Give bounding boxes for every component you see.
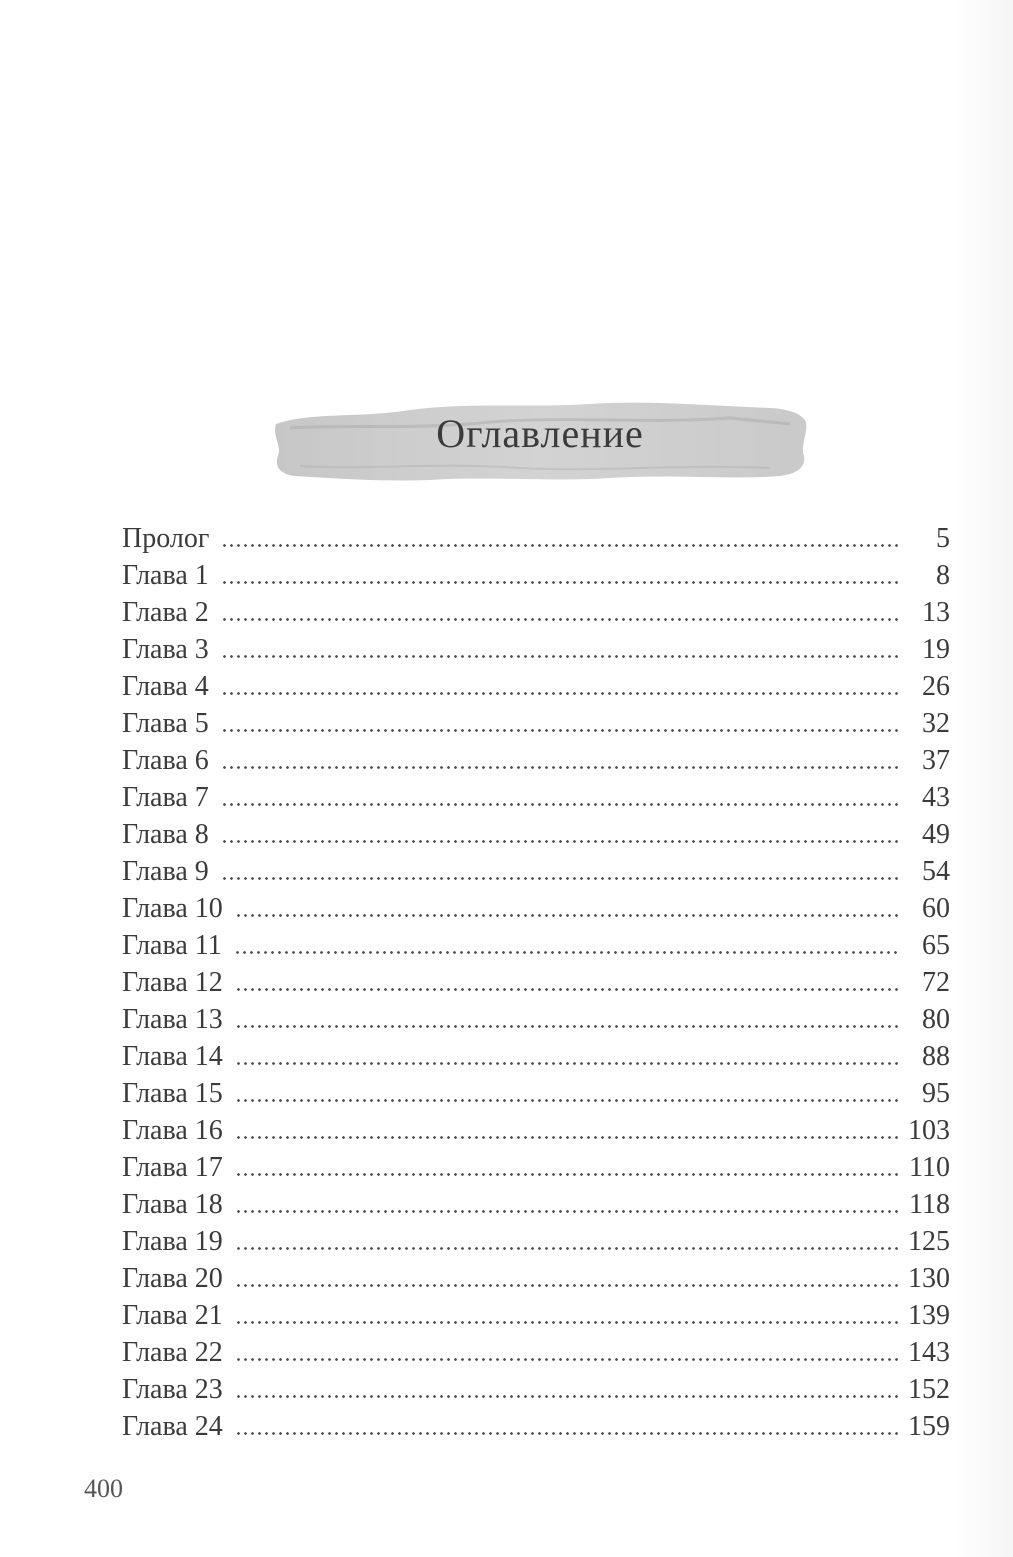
- toc-entry: [122, 705, 950, 742]
- dot-leader: [221, 618, 898, 621]
- toc-entry-label: Пролог: [122, 523, 210, 554]
- toc-entry: [122, 1334, 950, 1371]
- toc-entry-label: Глава 5: [122, 708, 209, 739]
- toc-entry-page: 95: [922, 1078, 950, 1109]
- toc-entry: [122, 1260, 950, 1297]
- dot-leader: [221, 803, 898, 806]
- toc-entry-label: Глава 16: [122, 1115, 223, 1146]
- dot-leader: [221, 766, 898, 769]
- toc-entry-label: Глава 8: [122, 819, 209, 850]
- dot-leader: [221, 544, 898, 547]
- dot-leader: [235, 1136, 898, 1139]
- toc-entry-page: 103: [908, 1115, 950, 1146]
- toc-entry-page: 143: [908, 1337, 950, 1368]
- toc-entry-page: 60: [922, 893, 950, 924]
- toc-entry-page: 65: [922, 930, 950, 961]
- toc-entry-page: 118: [909, 1189, 950, 1220]
- dot-leader: [235, 1099, 898, 1102]
- toc-entry: [122, 1297, 950, 1334]
- toc-entry: [122, 964, 950, 1001]
- toc-entry: [122, 1149, 950, 1186]
- toc-entry-label: Глава 14: [122, 1041, 223, 1072]
- toc-entry-page: 13: [922, 597, 950, 628]
- dot-leader: [235, 1321, 898, 1324]
- toc-entry-label: Глава 20: [122, 1263, 223, 1294]
- toc-entry-page: 26: [922, 671, 950, 702]
- toc-entry: [122, 1408, 950, 1445]
- toc-entry-label: Глава 2: [122, 597, 209, 628]
- toc-entry-label: Глава 15: [122, 1078, 223, 1109]
- dot-leader: [235, 1210, 898, 1213]
- toc-entry-page: 80: [922, 1004, 950, 1035]
- toc-entry: [122, 1223, 950, 1260]
- dot-leader: [235, 1358, 898, 1361]
- toc-heading: Оглавление: [436, 411, 644, 456]
- toc-entry: [122, 853, 950, 890]
- toc-entry-label: Глава 19: [122, 1226, 223, 1257]
- toc-entry-label: Глава 21: [122, 1300, 223, 1331]
- dot-leader: [235, 914, 898, 917]
- toc-entry: [122, 668, 950, 705]
- heading-block: [270, 394, 810, 490]
- toc-entry: [122, 890, 950, 927]
- toc-entry: [122, 779, 950, 816]
- toc-entry-page: 8: [936, 560, 950, 591]
- toc-entry-page: 5: [936, 523, 950, 554]
- toc-entry-label: Глава 22: [122, 1337, 223, 1368]
- toc-entry-page: 125: [908, 1226, 950, 1257]
- toc-entry-page: 159: [908, 1411, 950, 1442]
- toc-entry-label: Глава 9: [122, 856, 209, 887]
- toc-entry-page: 152: [908, 1374, 950, 1405]
- dot-leader: [235, 1173, 898, 1176]
- toc-entry: [122, 594, 950, 631]
- toc-entry: [122, 816, 950, 853]
- toc-entry-page: 54: [922, 856, 950, 887]
- toc-entry-label: Глава 1: [122, 560, 209, 591]
- toc-entry-label: Глава 7: [122, 782, 209, 813]
- toc-entry: [122, 1186, 950, 1223]
- dot-leader: [234, 951, 898, 954]
- toc-entry-label: Глава 12: [122, 967, 223, 998]
- toc-entry-page: 139: [908, 1300, 950, 1331]
- toc-entry: [122, 1001, 950, 1038]
- toc-entry-label: Глава 11: [122, 930, 222, 961]
- toc-entry-label: Глава 17: [122, 1152, 223, 1183]
- page-edge-shadow: [953, 0, 1013, 1557]
- toc-entry: [122, 927, 950, 964]
- toc-entry-label: Глава 13: [122, 1004, 223, 1035]
- dot-leader: [221, 877, 898, 880]
- dot-leader: [235, 1247, 898, 1250]
- dot-leader: [235, 1284, 898, 1287]
- dot-leader: [221, 840, 898, 843]
- dot-leader: [221, 655, 898, 658]
- toc-entry-label: Глава 6: [122, 745, 209, 776]
- dot-leader: [235, 988, 898, 991]
- dot-leader: [235, 1395, 898, 1398]
- dot-leader: [235, 1062, 898, 1065]
- toc-entry-label: Глава 10: [122, 893, 223, 924]
- toc-entry: [122, 742, 950, 779]
- toc-entry: [122, 1371, 950, 1408]
- dot-leader: [221, 581, 898, 584]
- toc-entry-page: 110: [909, 1152, 950, 1183]
- toc-entry: [122, 557, 950, 594]
- toc-entry-page: 49: [922, 819, 950, 850]
- toc-entry: [122, 1038, 950, 1075]
- toc-entry-page: 19: [922, 634, 950, 665]
- dot-leader: [235, 1025, 898, 1028]
- dot-leader: [221, 692, 898, 695]
- toc-entry: [122, 1112, 950, 1149]
- toc-entry: [122, 520, 950, 557]
- toc-entry: [122, 631, 950, 668]
- dot-leader: [221, 729, 898, 732]
- toc-entry-page: 72: [922, 967, 950, 998]
- toc-entry-label: Глава 4: [122, 671, 209, 702]
- toc-entry-label: Глава 24: [122, 1411, 223, 1442]
- toc-entry: [122, 1075, 950, 1112]
- page-number: 400: [84, 1474, 123, 1503]
- toc-entry-page: 32: [922, 708, 950, 739]
- toc-entry-label: Глава 18: [122, 1189, 223, 1220]
- table-of-contents: [122, 520, 950, 1445]
- toc-entry-page: 43: [922, 782, 950, 813]
- toc-entry-label: Глава 23: [122, 1374, 223, 1405]
- toc-entry-page: 37: [922, 745, 950, 776]
- dot-leader: [235, 1432, 898, 1435]
- toc-entry-page: 88: [922, 1041, 950, 1072]
- toc-entry-page: 130: [908, 1263, 950, 1294]
- toc-entry-label: Глава 3: [122, 634, 209, 665]
